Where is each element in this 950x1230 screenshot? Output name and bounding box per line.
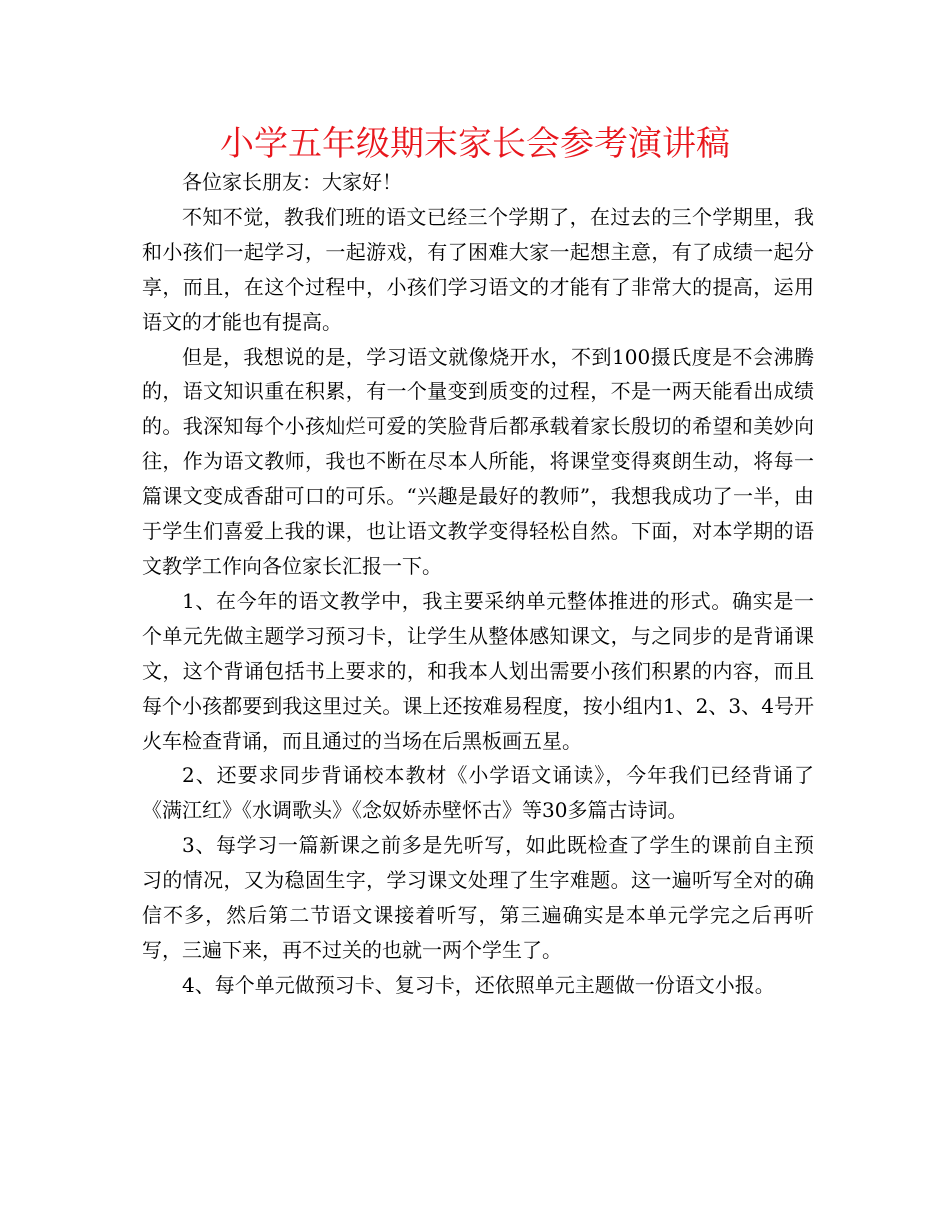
paragraph-learning-analogy: 但是，我想说的是，学习语文就像烧开水，不到100摄氏度是不会沸腾的，语文知识重在积累，有一个量变到质变的过程，不是一两天能看出成绩的。我深知每个小孩灿烂可爱的笑脸背后都承载着家长殷切的希望和美妙向往，作为语文教师，我也不断在尽本人所能，将课堂变得爽朗生动，将每一篇课文变成香甜可口的可乐。“兴趣是最好的教师”，我想我成功了一半，由于学生们喜爱上我的课，也让语文教学变得轻松自然。下面，对本学期的语文教学工作向各位家长汇报一下。 <box>142 344 814 578</box>
paragraph-greeting: 各位家长朋友：大家好！ <box>182 170 402 194</box>
paragraph-item-3: 3、每学习一篇新课之前多是先听写，如此既检查了学生的课前自主预习的情况，又为稳固生字，学习课文处理了生字难题。这一遍听写全对的确信不多，然后第二节语文课接着听写，第三遍确实是本单元学完之后再听写，三遍下来，再不过关的也就一两个学生了。 <box>142 833 814 962</box>
document-title: 小学五年级期末家长会参考演讲稿 <box>220 124 730 164</box>
paragraph-item-4: 4、每个单元做预习卡、复习卡，还依照单元主题做一份语文小报。 <box>182 972 775 997</box>
paragraph-intro: 不知不觉，教我们班的语文已经三个学期了，在过去的三个学期里，我和小孩们一起学习，一起游戏，有了困难大家一起想主意，有了成绩一起分享，而且，在这个过程中，小孩们学习语文的才能有了非常大的提高，运用语文的才能也有提高。 <box>142 204 814 334</box>
paragraph-item-1: 1、在今年的语文教学中，我主要采纳单元整体推进的形式。确实是一个单元先做主题学习预习卡，让学生从整体感知课文，与之同步的是背诵课文，这个背诵包括书上要求的，和我本人划出需要小孩们积累的内容，而且每个小孩都要到我这里过关。课上还按难易程度，按小组内1、2、3、4号开火车检查背诵，而且通过的当场在后黑板画五星。 <box>142 588 814 753</box>
document-body <box>142 165 814 1003</box>
paragraph-item-2: 2、还要求同步背诵校本教材《小学语文诵读》，今年我们已经背诵了《满江红》《水调歌头》《念奴娇赤壁怀古》等30多篇古诗词。 <box>142 763 814 823</box>
